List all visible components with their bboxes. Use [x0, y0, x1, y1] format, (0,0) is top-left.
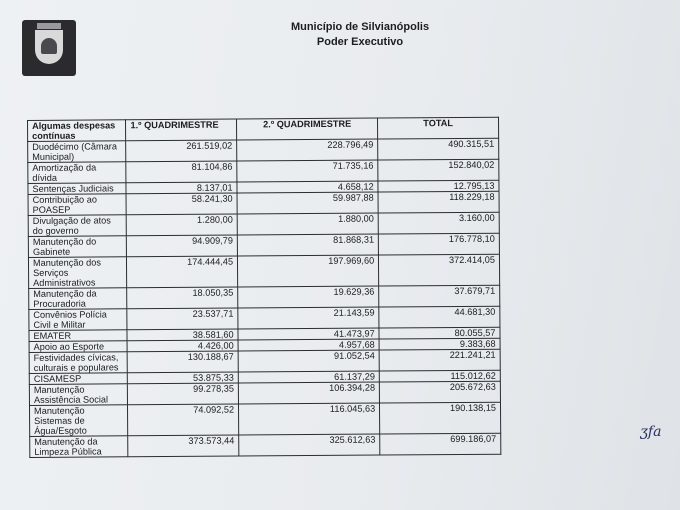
- signature: ʒfa: [640, 424, 662, 440]
- row-q1: 53.875,33: [128, 372, 239, 384]
- row-q2: 59.987,88: [237, 192, 378, 214]
- row-total: 115.012,62: [379, 370, 500, 382]
- row-label: Manutenção do Gabinete: [28, 236, 127, 258]
- row-total: 152.840,02: [378, 159, 499, 181]
- row-q1: 99.278,35: [128, 383, 239, 405]
- executive-branch: Poder Executivo: [316, 36, 404, 48]
- row-label: Divulgação de atos do governo: [28, 215, 127, 237]
- row-label: Festividades cívicas, culturais e populares: [29, 352, 128, 374]
- row-q1: 58.241,30: [126, 193, 237, 215]
- row-q2: 325.612,63: [239, 434, 380, 456]
- municipality-name: Município de Silvianópolis: [290, 21, 430, 33]
- row-q1: 74.092,52: [128, 404, 239, 436]
- table-row: [28, 254, 499, 288]
- row-q1: 23.537,71: [127, 308, 238, 330]
- row-q1: 8.137,01: [126, 182, 237, 194]
- row-label: Apoio ao Esporte: [29, 341, 128, 353]
- row-q2: 81.868,31: [237, 234, 378, 256]
- row-q1: 130.188,67: [128, 351, 239, 373]
- row-total: 3.160,00: [378, 212, 499, 234]
- row-q1: 38.581,60: [127, 329, 238, 341]
- table-row: [29, 402, 500, 436]
- header-label: Algumas despesas contínuas: [28, 120, 127, 142]
- row-q2: 1.880,00: [237, 213, 378, 235]
- row-total: 699.186,07: [380, 433, 501, 455]
- row-q2: 41.473,97: [238, 328, 379, 340]
- row-q1: 373.573,44: [128, 435, 239, 457]
- row-label: Manutenção da Limpeza Pública: [30, 436, 129, 458]
- row-q2: 116.045,63: [239, 403, 380, 435]
- row-q1: 261.519,02: [126, 140, 237, 162]
- row-q1: 81.104,86: [126, 161, 237, 183]
- header-total: TOTAL: [378, 117, 499, 139]
- table-row: [30, 433, 501, 457]
- row-q2: 61.137,29: [238, 371, 379, 383]
- row-q2: 106.394,28: [238, 382, 379, 404]
- row-q2: 21.143,59: [238, 307, 379, 329]
- row-label: Sentenças Judiciais: [28, 183, 127, 195]
- row-total: 9.383,68: [379, 338, 500, 350]
- row-label: Duodécimo (Câmara Municipal): [28, 141, 127, 163]
- row-q2: 197.969,60: [238, 255, 379, 287]
- row-label: CISAMESP: [29, 373, 128, 385]
- row-label: Contribuição ao POASEP: [28, 194, 127, 216]
- row-total: 37.679,71: [379, 285, 500, 307]
- row-total: 80.055,57: [379, 327, 500, 339]
- header-q1: 1.º QUADRIMESTRE: [126, 119, 237, 141]
- row-q2: 91.052,54: [238, 350, 379, 372]
- row-total: 12.795,13: [378, 180, 499, 192]
- expenses-table: [27, 117, 501, 458]
- row-label: Manutenção dos Serviços Administrativos: [28, 257, 127, 289]
- municipal-crest-icon: [22, 20, 76, 76]
- row-label: Manutenção Assistência Social: [29, 384, 128, 406]
- row-q2: 71.735,16: [237, 160, 378, 182]
- row-q2: 228.796,49: [237, 139, 378, 161]
- document-header: [240, 20, 480, 50]
- row-label: EMATER: [29, 330, 128, 342]
- row-total: 490.315,51: [378, 138, 499, 160]
- row-label: Manutenção Sistemas de Água/Esgoto: [29, 405, 128, 437]
- row-q2: 4.658,12: [237, 181, 378, 193]
- row-q1: 94.909,79: [127, 235, 238, 257]
- row-q1: 1.280,00: [127, 214, 238, 236]
- row-q1: 4.426,00: [127, 340, 238, 352]
- row-total: 205.672,63: [380, 381, 501, 403]
- row-label: Convênios Polícia Civil e Militar: [29, 309, 128, 331]
- row-total: 118.229,18: [378, 191, 499, 213]
- row-total: 221.241,21: [379, 349, 500, 371]
- row-total: 190.138,15: [380, 402, 501, 434]
- row-q2: 4.957,68: [238, 339, 379, 351]
- row-q1: 18.050,35: [127, 287, 238, 309]
- row-label: Manutenção da Procuradoria: [29, 288, 128, 310]
- row-total: 372.414,05: [379, 254, 500, 286]
- row-total: 44.681,30: [379, 306, 500, 328]
- row-q2: 19.629,36: [238, 286, 379, 308]
- row-q1: 174.444,45: [127, 256, 238, 288]
- row-total: 176.778,10: [378, 233, 499, 255]
- row-label: Amortização da dívida: [28, 162, 127, 184]
- header-q2: 2.º QUADRIMESTRE: [237, 118, 378, 140]
